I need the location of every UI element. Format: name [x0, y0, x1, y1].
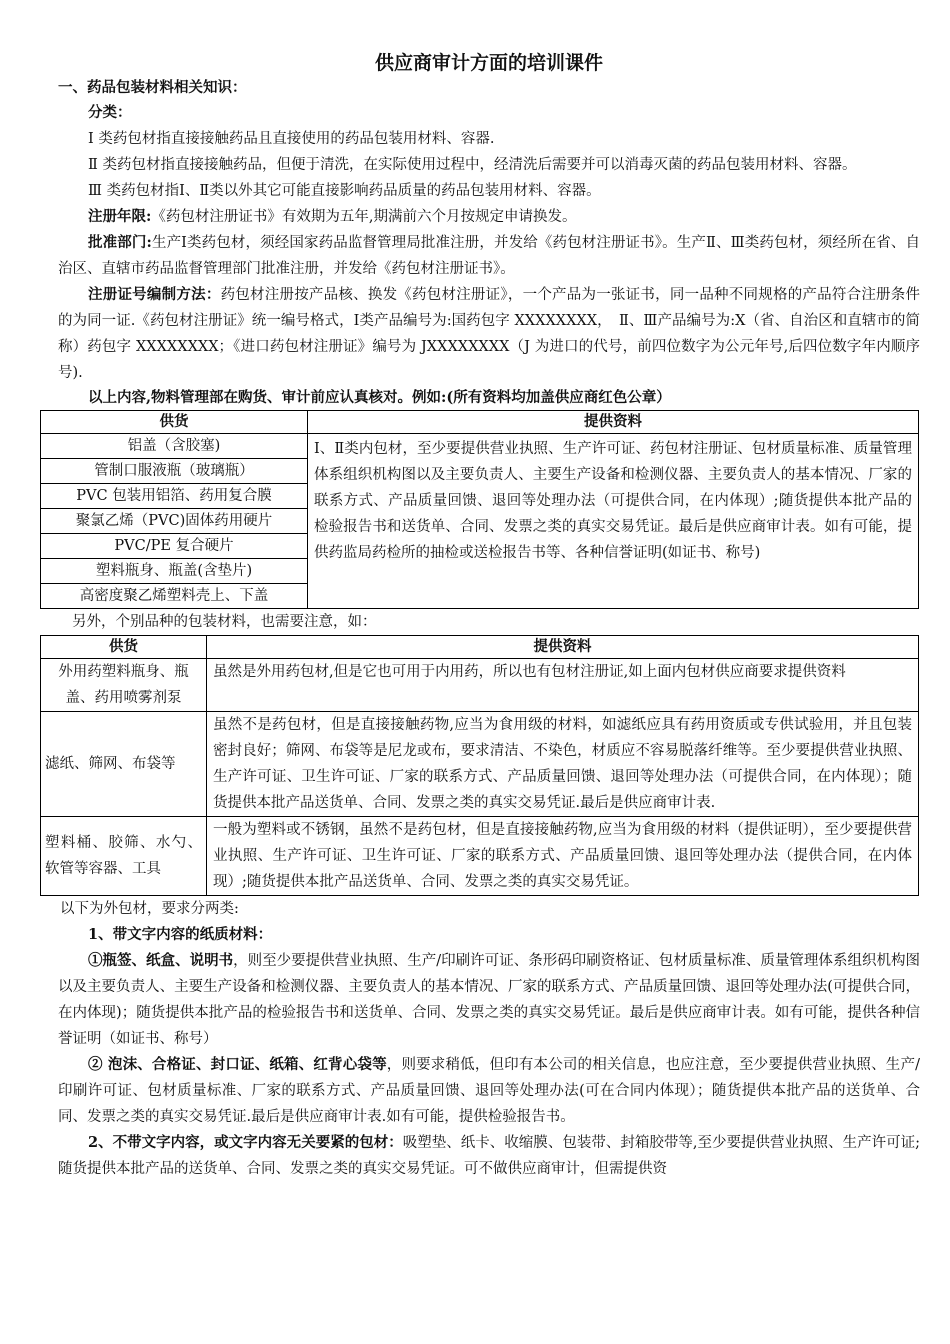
- table1-goods-cell: PVC/PE 复合硬片: [41, 534, 308, 559]
- special-packaging-table: [40, 635, 919, 896]
- table1-header-goods: 供货: [41, 411, 308, 434]
- table1-goods-cell: PVC 包装用铝箔、药用复合膜: [41, 484, 308, 509]
- outer-category-1a: ①瓶签、纸盒、说明书，则至少要提供营业执照、生产/印刷许可证、条形码印刷资格证、包材质量标准、质量管理体系组织机构图以及主要负责人、主要生产设备和检测仪器、主要负责人的基本情况、厂家的联系方式、产品质量回馈、退回等处理办法(可提供合同，在内体现)；随货提供本批产品的检验报告书和送货单、合同、发票之类的真实交易凭证。最后是供应商审计表。如有可能，提供各种信誉证明（如证书、称号）: [58, 952, 920, 1047]
- class-2-text: Ⅱ 类药包材指直接接触药品，但便于清洗，在实际使用过程中，经清洗后需要并可以消毒灭菌的药品包装用材料、容器。: [88, 157, 857, 173]
- inner-packaging-table: [40, 410, 919, 609]
- table1-goods-cell: 管制口服液瓶（玻璃瓶）: [41, 459, 308, 484]
- classification-label: 分类：: [88, 104, 132, 121]
- outer-category-1b: ② 泡沫、合格证、封口证、纸箱、红背心袋等，则要求稍低，但印有本公司的相关信息，也应注意，至少要提供营业执照、生产/印刷许可证、包材质量标准、厂家的联系方式、产品质量回馈、退回等处理办法(可在合同内体现）；随货提供本批产品的送货单、合同、发票之类的真实交易凭证.最后是供应商审计表.如有可能，提供检验报告书。: [58, 1056, 921, 1125]
- approval-department: 批准部门:生产Ⅰ类药包材，须经国家药品监督管理局批准注册，并发给《药包材注册证书》。生产Ⅱ、Ⅲ类药包材，须经所在省、自治区、直辖市药品监督管理部门批准注册，并发给《药包材注册证书》。: [58, 234, 920, 277]
- numbering-method: 注册证号编制方法：药包材注册按产品核、换发《药包材注册证》，一个产品为一张证书，同一品种不同规格的产品符合注册条件的为同一证.《药包材注册证》统一编号格式，Ⅰ类产品编号为:国药包字 XXXXXXXX， Ⅱ、Ⅲ产品编号为:X（省、自治区和直辖市的简称）药包字 XXXXXXXX；《进口药包材注册证》编号为 JXXXXXXXX（J 为进口的代号，前四位数字为公元年号,后四位数字年内顺序号).: [58, 286, 921, 381]
- table2-goods-cell: 塑料桶、胶筛、水勺、软管等容器、工具: [41, 817, 207, 896]
- document-page: [45, 0, 921, 1182]
- table2-header-goods: 供货: [41, 636, 207, 659]
- table1-goods-cell: 聚氯乙烯（PVC)固体药用硬片: [41, 509, 308, 534]
- class-1-text: Ⅰ 类药包材指直接接触药品且直接使用的药品包装用材料、容器.: [88, 131, 495, 147]
- other-note: 另外，个别品种的包装材料，也需要注意，如：: [72, 614, 377, 630]
- table2-docs-cell: 虽然是外用药包材,但是它也可用于内用药，所以也有包材注册证,如上面内包材供应商要求提供资料: [207, 659, 919, 712]
- table1-goods-cell: 塑料瓶身、瓶盖(含垫片): [41, 559, 308, 584]
- table2-docs-cell: 一般为塑料或不锈钢，虽然不是药包材，但是直接接触药物,应当为食用级的材料（提供证明），至少要提供营业执照、生产许可证、卫生许可证、厂家的联系方式、产品质量回馈、退回等处理办法（提供合同，在内体现）;随货提供本批产品送货单、合同、发票之类的真实交易凭证。: [207, 817, 919, 896]
- outer-category-1-heading: 1、带文字内容的纸质材料：: [88, 926, 273, 943]
- table2-docs-cell: 虽然不是药包材，但是直接接触药物,应当为食用级的材料，如滤纸应具有药用资质或专供试验用，并且包装密封良好；筛网、布袋等是尼龙或布，要求清洁、不染色，材质应不容易脱落纤维等。至少要提供营业执照、生产许可证、卫生许可证、厂家的联系方式、产品质量回馈、退回等处理办法（可提供合同，在内体现）；随货提供本批产品送货单、合同、发票之类的真实交易凭证.最后是供应商审计表.: [207, 712, 919, 817]
- table2-header-docs: 提供资料: [207, 636, 919, 659]
- table2-goods-cell: 外用药塑料瓶身、瓶盖、药用喷雾剂泵: [41, 659, 207, 712]
- table2-goods-cell: 滤纸、筛网、布袋等: [41, 712, 207, 817]
- check-note: 以上内容,物料管理部在购货、审计前应认真核对。例如:(所有资料均加盖供应商红色公章）: [88, 389, 671, 406]
- document-title: 供应商审计方面的培训课件: [374, 52, 603, 74]
- class-3-text: Ⅲ 类药包材指Ⅰ、Ⅱ类以外其它可能直接影响药品质量的药品包装用材料、容器。: [88, 183, 601, 199]
- table1-goods-cell: 高密度聚乙烯塑料壳上、下盖: [41, 584, 308, 609]
- section-heading: 一、药品包装材料相关知识：: [58, 79, 247, 96]
- outer-category-2: 2、不带文字内容，或文字内容无关要紧的包材：吸塑垫、纸卡、收缩膜、包装带、封箱胶带等,至少要提供营业执照、生产许可证;随货提供本批产品的送货单、合同、发票之类的真实交易凭证。可不做供应商审计，但需提供资: [58, 1134, 920, 1177]
- table1-header-docs: 提供资料: [308, 411, 919, 434]
- outer-packaging-note: 以下为外包材，要求分两类:: [60, 901, 239, 917]
- table1-docs-cell: Ⅰ、Ⅱ类内包材，至少要提供营业执照、生产许可证、药包材注册证、包材质量标准、质量管理体系组织机构图以及主要负责人、主要生产设备和检测仪器、主要负责人的基本情况、厂家的联系方式、产品质量回馈、退回等处理办法（可提供合同，在内体现）;随货提供本批产品的检验报告书和送货单、合同、发票之类的真实交易凭证。最后是供应商审计表。如有可能，提供药监局药检所的抽检或送检报告书等、各种信誉证明(如证书、称号): [308, 434, 919, 609]
- table1-goods-cell: 铝盖（含胶塞): [41, 434, 308, 459]
- registration-period: 注册年限:《药包材注册证书》有效期为五年,期满前六个月按规定申请换发。: [88, 208, 577, 225]
